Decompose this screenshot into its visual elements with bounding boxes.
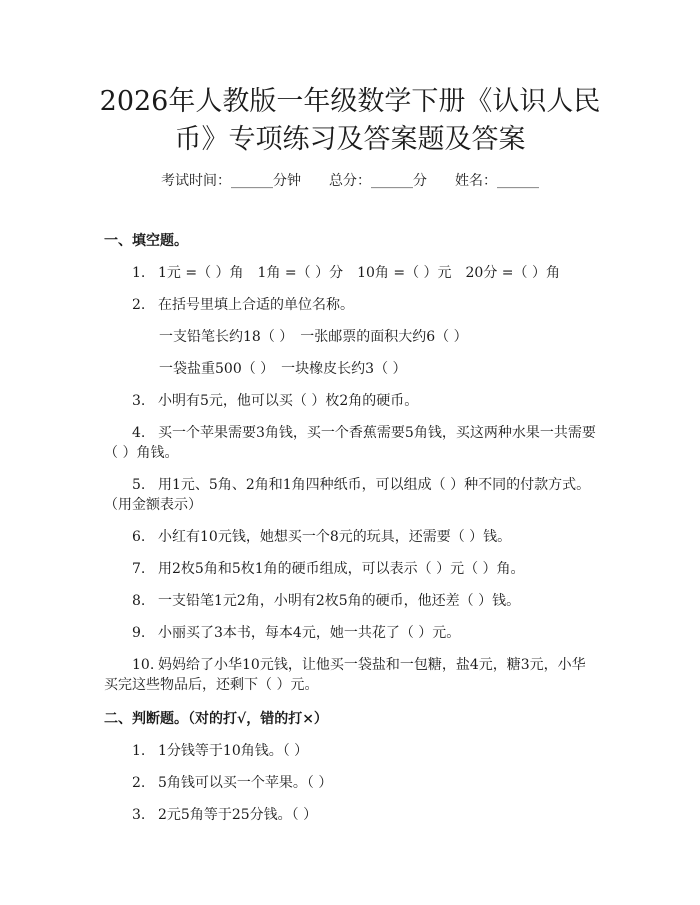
question-number: 7.	[132, 561, 146, 577]
question-number: 2.	[132, 297, 146, 313]
question-text: 用2枚5角和5枚1角的硬币组成，可以表示（ ）元（ ）角。	[158, 561, 525, 577]
section-heading-fill-blank: 一、填空题。	[104, 233, 188, 249]
question-number: 3.	[132, 393, 146, 409]
tf-question-2	[132, 772, 332, 792]
question-number: 4.	[132, 425, 146, 441]
question-10-continuation: 买完这些物品后，还剩下（ ）元。	[104, 677, 319, 693]
question-2-sub1: 一支铅笔长约18（ ） 一张邮票的面积大约6（ ）	[159, 329, 468, 345]
question-number: 3.	[132, 807, 146, 823]
question-4-continuation: （ ）角钱。	[104, 445, 179, 461]
question-2-sub2: 一袋盐重500（ ） 一块橡皮长约3（ ）	[159, 361, 407, 377]
question-number: 8.	[132, 593, 146, 609]
question-7	[132, 558, 525, 578]
page-title-line1: 2026年人教版一年级数学下册《认识人民	[99, 86, 601, 117]
question-number: 1.	[132, 743, 146, 759]
tf-question-1	[132, 740, 308, 760]
question-text: 买一个苹果需要3角钱，买一个香蕉需要5角钱，买这两种水果一共需要	[158, 425, 596, 441]
question-text: 小红有10元钱，她想买一个8元的玩具，还需要（ ）钱。	[158, 529, 512, 545]
question-number: 1.	[132, 265, 146, 281]
question-text: 5角钱可以买一个苹果。（ ）	[158, 775, 333, 791]
question-text: 妈妈给了小华10元钱，让他买一袋盐和一包糖，盐4元，糖3元，小华	[158, 657, 586, 673]
section-heading-true-false: 二、判断题。（对的打√，错的打×）	[104, 711, 328, 727]
question-text: 2元5角等于25分钱。（ ）	[158, 807, 318, 823]
question-5	[132, 474, 590, 494]
question-number: 6.	[132, 529, 146, 545]
question-text: 用1元、5角、2角和1角四种纸币，可以组成（ ）种不同的付款方式。	[158, 477, 591, 493]
question-10	[132, 654, 586, 674]
question-text: 小明有5元，他可以买（ ）枚2角的硬币。	[158, 393, 419, 409]
question-4	[132, 422, 596, 442]
question-9	[132, 622, 460, 642]
page-title-line2: 币》专项练习及答案题及答案	[174, 124, 526, 155]
question-text: 小丽买了3本书，每本4元，她一共花了（ ）元。	[158, 625, 461, 641]
question-1	[132, 262, 560, 282]
question-8	[132, 590, 520, 610]
tf-question-3	[132, 804, 317, 824]
question-text: 1分钱等于10角钱。（ ）	[158, 743, 309, 759]
question-text: 一支铅笔1元2角，小明有2枚5角的硬币，他还差（ ）钱。	[158, 593, 521, 609]
question-2	[132, 294, 354, 314]
question-text: 1元 =（ ）角 1角 =（ ）分 10角 =（ ）元 20分 =（ ）角	[158, 265, 560, 281]
question-number: 2.	[132, 775, 146, 791]
exam-meta: 考试时间：______分钟 总分：______分 姓名：______	[161, 173, 539, 189]
question-3	[132, 390, 418, 410]
question-number: 10.	[132, 657, 155, 673]
question-text: 在括号里填上合适的单位名称。	[158, 297, 354, 313]
question-number: 5.	[132, 477, 146, 493]
question-6	[132, 526, 511, 546]
question-number: 9.	[132, 625, 146, 641]
question-5-continuation: （用金额表示）	[104, 497, 202, 513]
